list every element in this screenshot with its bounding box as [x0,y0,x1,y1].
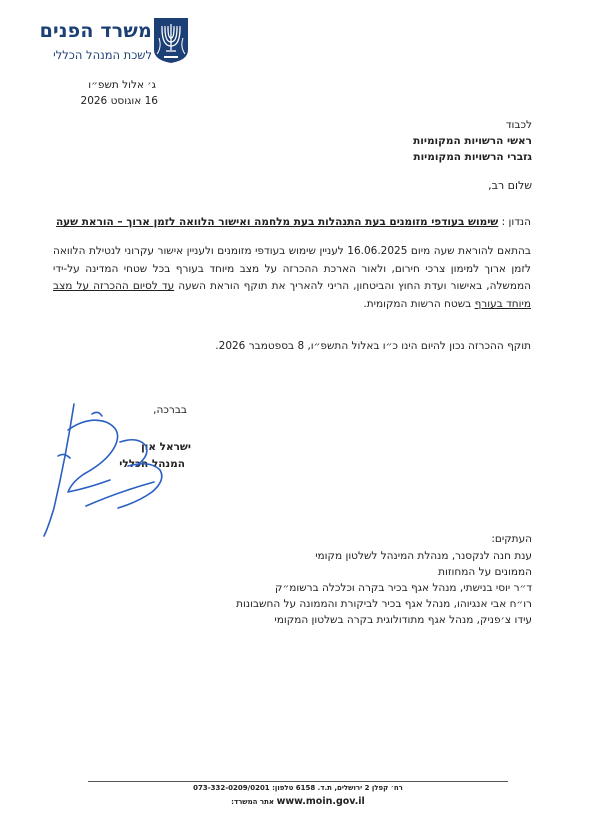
subject-label: הנדון : [501,216,531,228]
office-name: לשכת המנהל הכללי [53,48,152,62]
body-paragraph [53,243,531,313]
body-underlined-text: עד לסיום ההכרזה על מצב מיוחד בעורף [53,280,531,310]
footer-website [88,796,508,807]
website-label: אתר המשרד: [231,798,275,806]
copy-recipient: ענת חנה לנקסנר, מנהלת המינהל לשלטון מקומי [315,550,532,562]
copy-recipient: הממונים על המחוזות [438,566,532,578]
date-gregorian: 16 אוגוסט 2026 [80,95,158,107]
website-link[interactable]: www.moin.gov.il [276,796,365,807]
recipient-line-1: ראשי הרשויות המקומיות [413,135,532,147]
closing-blessing: בברכה, [153,404,187,416]
body-end-text: בשטח הרשות המקומית. [363,297,472,310]
footer-address: רח׳ קפלן 2 ירושלים, ת.ד. 6158 טלפון: 073-332-0209/0201 [193,784,403,792]
footer-divider [88,781,508,782]
signer-name: ישראל און [141,441,191,453]
signer-title: המנהל הכללי [119,458,185,470]
body-main-text: בהתאם להוראת שעה מיום 16.06.2025 לעניין שימוש בעודפי מזומנים ולעניין אישור עקרוני לנטילת הלוואה לזמן ארוך למימון צרכי חירום, ולאור הארכת ההכרזה על מצב מיוחד בעורף בכל שטחי המדינה על-ידי הממשלה, באישור ועדת החוץ והביטחון, הריני להאריך את תוקף הוראת השעה [53,245,531,292]
subject-text: שימוש בעודפי מזומנים בעת התנהלות בעת מלחמה ואישור הלוואה לזמן ארוך – הוראת שעה [55,216,499,228]
handwritten-signature [28,396,178,544]
menorah-emblem-icon [152,16,190,64]
greeting: שלום רב, [488,179,532,192]
copy-recipient: רו״ח אבי אנגיוהו, מנהל אגף בכיר לביקורת והממונה על החשבונות [236,598,532,610]
copy-recipient: ד״ר יוסי בנישתי, מנהל אגף בכיר בקרה וכלכלה ברשומ״ק [275,582,532,594]
validity-note: תוקף ההכרזה נכון להיום הינו כ״ו באלול התשפ״ו, 8 בספטמבר 2026. [215,340,531,352]
date-hebrew: ג׳ אלול תשפ״ו [88,79,156,91]
recipient-line-2: גזברי הרשויות המקומיות [413,151,532,163]
copy-recipient: עידו צ׳פניק, מנהל אגף מתודולוגית בקרה בשלטון המקומי [274,614,532,626]
subject-line [56,216,531,228]
recipients-label: לכבוד [505,119,532,131]
copies-title: העתקים: [491,533,532,545]
ministry-name: משרד הפנים [39,20,152,42]
copies-list [236,548,532,628]
